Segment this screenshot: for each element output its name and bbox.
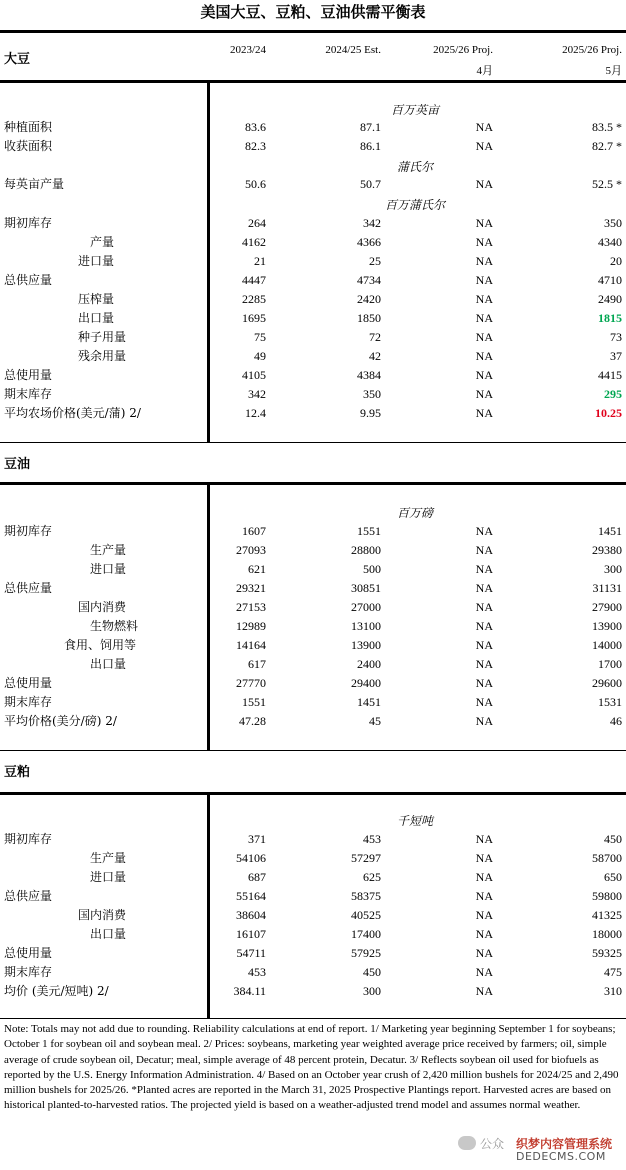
cell-2025-26-may: 59800 (592, 889, 622, 903)
cell-2025-26-may: 29600 (592, 676, 622, 690)
table-row (0, 522, 626, 541)
cell-2025-26-apr: NA (475, 676, 493, 690)
row-label: 产量 (90, 235, 115, 249)
wechat-icon (458, 1136, 476, 1150)
table-row (0, 290, 626, 309)
row-label: 国内消费 (78, 908, 127, 922)
cell-2025-26-apr: NA (475, 139, 493, 153)
cell-2025-26-may: 46 (610, 714, 622, 728)
table-row (0, 214, 626, 233)
table-row (0, 328, 626, 347)
cell-2024-25: 300 (363, 984, 381, 998)
table-row (0, 271, 626, 290)
table-row (0, 233, 626, 252)
cell-2025-26-apr: NA (475, 562, 493, 576)
cell-2024-25: 40525 (351, 908, 381, 922)
cell-2024-25: 350 (363, 387, 381, 401)
cell-2024-25: 30851 (351, 581, 381, 595)
cell-2025-26-may: 4710 (598, 273, 622, 287)
row-label: 生产量 (90, 851, 127, 865)
unit-million-pounds: 百万磅 (396, 506, 433, 520)
cell-2025-26-may: 82.7 * (592, 139, 622, 153)
cell-2023-24: 371 (248, 832, 266, 846)
cell-2023-24: 1695 (242, 311, 266, 325)
cell-2025-26-apr: NA (475, 946, 493, 960)
cell-2024-25: 86.1 (360, 139, 381, 153)
cell-2025-26-may: 4415 (598, 368, 622, 382)
table-row (0, 252, 626, 271)
cell-2025-26-apr: NA (475, 254, 493, 268)
row-label: 出口量 (78, 311, 115, 325)
soyoil-bottom-rule (0, 750, 626, 751)
cell-2023-24: 55164 (236, 889, 266, 903)
cell-2023-24: 50.6 (245, 177, 266, 191)
table-row (0, 385, 626, 404)
row-label: 压榨量 (78, 292, 115, 306)
cell-2025-26-apr: NA (475, 273, 493, 287)
cell-2025-26-apr: NA (475, 638, 493, 652)
cell-2023-24: 2285 (242, 292, 266, 306)
cell-2023-24: 83.6 (245, 120, 266, 134)
cell-2025-26-apr: NA (475, 120, 493, 134)
cell-2024-25: 72 (369, 330, 381, 344)
table-row (0, 906, 626, 925)
cell-2025-26-apr: NA (475, 292, 493, 306)
top-rule (0, 30, 626, 33)
row-label: 种子用量 (78, 330, 127, 344)
row-label: 总使用量 (4, 946, 53, 960)
cell-2024-25: 25 (369, 254, 381, 268)
cell-2024-25: 87.1 (360, 120, 381, 134)
cell-2024-25: 1551 (357, 524, 381, 538)
row-label: 收获面积 (4, 139, 53, 153)
row-label: 期末库存 (4, 965, 53, 979)
row-label: 期初库存 (4, 524, 53, 538)
cell-2025-26-may: 1451 (598, 524, 622, 538)
cell-2025-26-apr: NA (475, 695, 493, 709)
row-label: 总供应量 (4, 581, 53, 595)
watermark-pub: 公众 (480, 1137, 505, 1151)
row-label: 平均农场价格(美元/蒲) 2/ (4, 406, 141, 420)
table-row (0, 693, 626, 712)
cell-2024-25: 42 (369, 349, 381, 363)
row-label: 生物燃料 (90, 619, 139, 633)
cell-2025-26-may: 1815 (598, 311, 622, 325)
row-label: 进口量 (78, 254, 115, 268)
row-label: 进口量 (90, 562, 127, 576)
soybeans-section-title: 大豆 (4, 52, 31, 67)
table-row (0, 617, 626, 636)
row-label: 国内消费 (78, 600, 127, 614)
table-row (0, 712, 626, 731)
cell-2023-24: 687 (248, 870, 266, 884)
row-label: 食用、饲用等 (64, 638, 137, 652)
cell-2024-25: 57297 (351, 851, 381, 865)
row-label: 期末库存 (4, 387, 53, 401)
cell-2025-26-apr: NA (475, 832, 493, 846)
cell-2023-24: 1551 (242, 695, 266, 709)
row-label: 生产量 (90, 543, 127, 557)
cell-2025-26-apr: NA (475, 889, 493, 903)
table-row (0, 404, 626, 423)
cell-2024-25: 2420 (357, 292, 381, 306)
cell-2025-26-may: 475 (604, 965, 622, 979)
unit-million-acres: 百万英亩 (390, 103, 439, 117)
cell-2023-24: 16107 (236, 927, 266, 941)
cell-2024-25: 4384 (357, 368, 381, 382)
cell-2025-26-may: 73 (610, 330, 622, 344)
table-row (0, 560, 626, 579)
cell-2025-26-may: 31131 (592, 581, 622, 595)
cell-2025-26-may: 58700 (592, 851, 622, 865)
cell-2024-25: 13900 (351, 638, 381, 652)
soybeans-rule (0, 80, 626, 83)
table-row (0, 982, 626, 1001)
table-row (0, 849, 626, 868)
cell-2025-26-may: 4340 (598, 235, 622, 249)
table-row (0, 118, 626, 137)
row-label: 总使用量 (4, 676, 53, 690)
row-label: 总供应量 (4, 889, 53, 903)
soyoil-rule (0, 482, 626, 485)
table-row (0, 309, 626, 328)
cell-2025-26-may: 52.5 * (592, 177, 622, 191)
cell-2025-26-apr: NA (475, 851, 493, 865)
row-label: 进口量 (90, 870, 127, 884)
cell-2025-26-may: 350 (604, 216, 622, 230)
col-header-2025-26-may: 2025/26 Proj. (562, 44, 622, 56)
cell-2023-24: 82.3 (245, 139, 266, 153)
cell-2023-24: 1607 (242, 524, 266, 538)
cell-2024-25: 45 (369, 714, 381, 728)
cell-2025-26-may: 2490 (598, 292, 622, 306)
cell-2024-25: 450 (363, 965, 381, 979)
table-row (0, 598, 626, 617)
cell-2023-24: 27770 (236, 676, 266, 690)
row-label: 总使用量 (4, 368, 53, 382)
cell-2024-25: 342 (363, 216, 381, 230)
cell-2025-26-apr: NA (475, 543, 493, 557)
table-row (0, 830, 626, 849)
cell-2025-26-may: 310 (604, 984, 622, 998)
cell-2025-26-may: 1531 (598, 695, 622, 709)
cell-2024-25: 500 (363, 562, 381, 576)
cell-2025-26-may: 83.5 * (592, 120, 622, 134)
page-title: 美国大豆、豆粕、豆油供需平衡表 (200, 3, 426, 21)
col-subheader-apr: 4月 (476, 65, 493, 77)
cell-2023-24: 4447 (242, 273, 266, 287)
cell-2025-26-apr: NA (475, 965, 493, 979)
cell-2025-26-apr: NA (475, 524, 493, 538)
row-label: 均价 (美元/短吨) 2/ (4, 984, 109, 998)
soymeal-rule (0, 792, 626, 795)
cell-2024-25: 9.95 (360, 406, 381, 420)
cell-2024-25: 17400 (351, 927, 381, 941)
table-row (0, 541, 626, 560)
cell-2024-25: 28800 (351, 543, 381, 557)
unit-thousand-short-tons: 千短吨 (396, 814, 433, 828)
cell-2025-26-apr: NA (475, 368, 493, 382)
cell-2023-24: 617 (248, 657, 266, 671)
row-label: 总供应量 (4, 273, 53, 287)
cell-2025-26-apr: NA (475, 330, 493, 344)
cell-2025-26-may: 295 (604, 387, 622, 401)
table-row (0, 655, 626, 674)
soyoil-section-title: 豆油 (4, 457, 31, 472)
cell-2025-26-may: 450 (604, 832, 622, 846)
cell-2023-24: 47.28 (239, 714, 266, 728)
row-label: 出口量 (90, 657, 127, 671)
cell-2025-26-apr: NA (475, 657, 493, 671)
cell-2024-25: 13100 (351, 619, 381, 633)
cell-2024-25: 1451 (357, 695, 381, 709)
cell-2025-26-apr: NA (475, 714, 493, 728)
cell-2024-25: 1850 (357, 311, 381, 325)
cell-2025-26-apr: NA (475, 619, 493, 633)
watermark (458, 1134, 626, 1166)
cell-2023-24: 75 (254, 330, 266, 344)
cell-2025-26-may: 29380 (592, 543, 622, 557)
cell-2025-26-may: 27900 (592, 600, 622, 614)
cell-2025-26-apr: NA (475, 600, 493, 614)
cell-2025-26-apr: NA (475, 311, 493, 325)
cell-2025-26-may: 59325 (592, 946, 622, 960)
cell-2024-25: 2400 (357, 657, 381, 671)
table-row (0, 963, 626, 982)
cell-2024-25: 58375 (351, 889, 381, 903)
cell-2023-24: 4105 (242, 368, 266, 382)
cell-2025-26-may: 37 (610, 349, 622, 363)
row-label: 每英亩产量 (4, 177, 65, 191)
cell-2024-25: 27000 (351, 600, 381, 614)
cell-2024-25: 29400 (351, 676, 381, 690)
cell-2023-24: 27153 (236, 600, 266, 614)
cell-2023-24: 12989 (236, 619, 266, 633)
cell-2023-24: 29321 (236, 581, 266, 595)
table-row (0, 944, 626, 963)
cell-2025-26-apr: NA (475, 581, 493, 595)
row-label: 平均价格(美分/磅) 2/ (4, 714, 117, 728)
cell-2025-26-apr: NA (475, 349, 493, 363)
cell-2024-25: 50.7 (360, 177, 381, 191)
cell-2025-26-apr: NA (475, 387, 493, 401)
table-row (0, 366, 626, 385)
row-label: 期初库存 (4, 832, 53, 846)
cell-2023-24: 264 (248, 216, 266, 230)
table-row (0, 636, 626, 655)
cell-2025-26-may: 20 (610, 254, 622, 268)
soybeans-bottom-rule (0, 442, 626, 443)
cell-2023-24: 384.11 (233, 984, 266, 998)
unit-million-bushels: 百万蒲氏尔 (384, 198, 445, 212)
table-row (0, 887, 626, 906)
cell-2024-25: 453 (363, 832, 381, 846)
cell-2023-24: 54711 (236, 946, 266, 960)
cell-2025-26-may: 1700 (598, 657, 622, 671)
table-row (0, 925, 626, 944)
row-label: 出口量 (90, 927, 127, 941)
footnote: Note: Totals may not add due to rounding. Reliability calculations at end of report. 1/ Marketing year beginning September 1 for soybeans; October 1 for soybean oil and soybean meal. 2/ Prices: soybeans, marketing year weighted average price received by farmers; oil, simple average of crude soybean oil, Decatur; meal, simple average of 48 percent protein, Decatur. 3/ Reflects soybean oil used for biofuels as reported by the U.S. Energy Information Administration. 4/ Based on an October year crush of 2,420 million bushels for 2024/25 and 2,490 million bushels for 2025/26. *Planted acres are reported in the March 31, 2025 Prospective Plantings report. Harvested acres are based on historical planted-to-harvested ratios. The projected yield is based on a weather-adjusted trend model and assumes normal weather. (4, 1023, 619, 1112)
soymeal-bottom-rule (0, 1018, 626, 1019)
cell-2023-24: 54106 (236, 851, 266, 865)
cell-2024-25: 625 (363, 870, 381, 884)
table-row (0, 347, 626, 366)
cell-2023-24: 49 (254, 349, 266, 363)
table-row (0, 175, 626, 194)
cell-2025-26-may: 18000 (592, 927, 622, 941)
cell-2023-24: 342 (248, 387, 266, 401)
cell-2025-26-apr: NA (475, 235, 493, 249)
cell-2024-25: 4366 (357, 235, 381, 249)
row-label: 期末库存 (4, 695, 53, 709)
cell-2025-26-apr: NA (475, 406, 493, 420)
cell-2025-26-apr: NA (475, 177, 493, 191)
watermark-name: 织梦内容管理系统 (516, 1137, 613, 1151)
cell-2023-24: 14164 (236, 638, 266, 652)
soymeal-section-title: 豆粕 (4, 765, 31, 780)
cell-2024-25: 57925 (351, 946, 381, 960)
cell-2023-24: 621 (248, 562, 266, 576)
col-header-2023-24: 2023/24 (229, 44, 266, 56)
cell-2023-24: 12.4 (245, 406, 266, 420)
table-row (0, 674, 626, 693)
cell-2025-26-may: 10.25 (595, 406, 622, 420)
cell-2025-26-apr: NA (475, 216, 493, 230)
col-subheader-may: 5月 (605, 65, 622, 77)
cell-2023-24: 4162 (242, 235, 266, 249)
cell-2025-26-apr: NA (475, 870, 493, 884)
cell-2023-24: 21 (254, 254, 266, 268)
col-header-2025-26-apr: 2025/26 Proj. (433, 44, 493, 56)
row-label: 残余用量 (78, 349, 127, 363)
cell-2025-26-apr: NA (475, 927, 493, 941)
cell-2025-26-may: 14000 (592, 638, 622, 652)
cell-2025-26-apr: NA (475, 984, 493, 998)
cell-2025-26-may: 300 (604, 562, 622, 576)
cell-2023-24: 453 (248, 965, 266, 979)
table-row (0, 868, 626, 887)
cell-2023-24: 38604 (236, 908, 266, 922)
table-row (0, 137, 626, 156)
cell-2024-25: 4734 (357, 273, 381, 287)
cell-2025-26-apr: NA (475, 908, 493, 922)
cell-2025-26-may: 41325 (592, 908, 622, 922)
cell-2025-26-may: 13900 (592, 619, 622, 633)
col-header-2024-25: 2024/25 Est. (325, 44, 381, 56)
watermark-url: DEDECMS.COM (516, 1150, 606, 1163)
cell-2023-24: 27093 (236, 543, 266, 557)
unit-bushels: 蒲氏尔 (396, 160, 433, 174)
row-label: 种植面积 (4, 120, 53, 134)
table-row (0, 579, 626, 598)
row-label: 期初库存 (4, 216, 53, 230)
cell-2025-26-may: 650 (604, 870, 622, 884)
